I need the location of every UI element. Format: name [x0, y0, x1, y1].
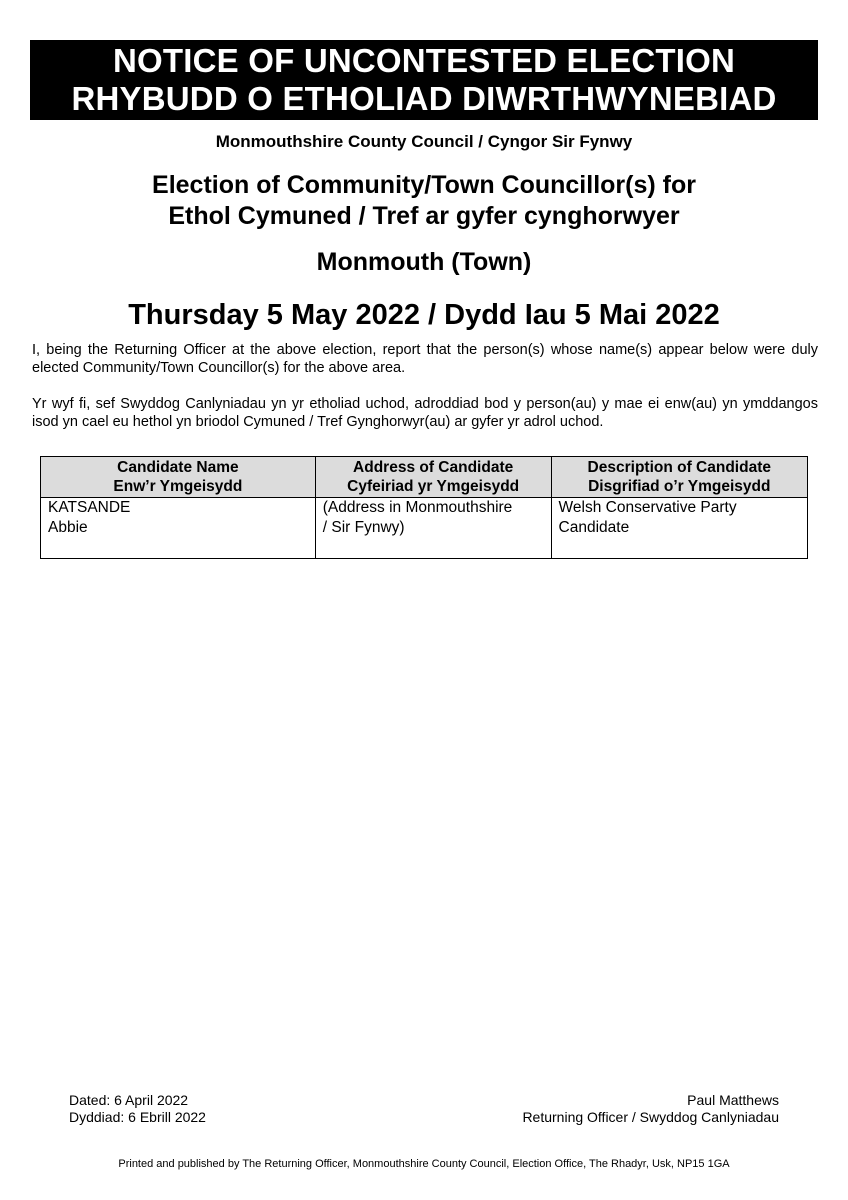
statement-welsh: Yr wyf fi, sef Swyddog Canlyniadau yn yr etholiad uchod, adroddiad bod y person(au) y mae ei enw(au) yn ymddangos isod yn cael eu hethol yn briodol Cymuned / Tref Gynghorwyr(au) ar gyfer yr adrol uchod. — [32, 396, 818, 430]
header-label-welsh: Cyfeiriad yr Ymgeisydd — [347, 478, 520, 495]
election-title-welsh: Ethol Cymuned / Tref ar gyfer cynghorwyer — [168, 202, 680, 230]
banner-title-english: NOTICE OF UNCONTESTED ELECTION — [112, 42, 735, 79]
header-label-english: Candidate Name — [117, 459, 239, 476]
candidate-surname: KATSANDE — [48, 499, 131, 516]
header-candidate-address — [315, 457, 551, 498]
dated-block — [69, 1092, 206, 1126]
dated-welsh: Dyddiad: 6 Ebrill 2022 — [69, 1109, 206, 1125]
imprint: Printed and published by The Returning Officer, Monmouthshire County Council, Election Office, The Rhadyr, Usk, NP15 1GA — [118, 1158, 730, 1170]
table-row — [41, 498, 808, 559]
candidates-table — [40, 456, 808, 559]
notice-banner — [30, 40, 818, 120]
officer-title: Returning Officer / Swyddog Canlyniadau — [522, 1109, 779, 1125]
header-candidate-name — [41, 457, 316, 498]
statement-english: I, being the Returning Officer at the above election, report that the person(s) whose name(s) appear below were duly elected Community/Town Councillor(s) for the above area. — [32, 342, 818, 376]
header-label-english: Description of Candidate — [587, 459, 771, 476]
header-label-welsh: Disgrifiad o’r Ymgeisydd — [588, 478, 771, 495]
candidate-description-line: Welsh Conservative Party — [558, 499, 737, 516]
electoral-area: Monmouth (Town) — [316, 248, 532, 276]
council-name: Monmouthshire County Council / Cyngor Sir Fynwy — [215, 132, 633, 151]
candidate-description-cell — [551, 498, 807, 559]
candidate-address-line: (Address in Monmouthshire — [322, 499, 513, 516]
election-title-english: Election of Community/Town Councillor(s) for — [152, 171, 696, 199]
election-title — [0, 170, 848, 232]
header-label-english: Address of Candidate — [353, 459, 514, 476]
candidate-address-cell — [315, 498, 551, 559]
header-candidate-description — [551, 457, 807, 498]
banner-title-welsh: RHYBUDD O ETHOLIAD DIWRTHWYNEBIAD — [71, 80, 777, 117]
officer-name: Paul Matthews — [687, 1092, 779, 1108]
candidate-address-line: / Sir Fynwy) — [322, 519, 405, 536]
signatory-block — [522, 1092, 779, 1126]
candidate-name-cell — [41, 498, 316, 559]
table-header-row — [41, 457, 808, 498]
candidate-forename: Abbie — [48, 519, 88, 536]
election-date: Thursday 5 May 2022 / Dydd Iau 5 Mai 2022 — [128, 299, 720, 331]
candidate-description-line: Candidate — [558, 519, 630, 536]
dated-english: Dated: 6 April 2022 — [69, 1092, 189, 1108]
header-label-welsh: Enw’r Ymgeisydd — [113, 478, 243, 495]
